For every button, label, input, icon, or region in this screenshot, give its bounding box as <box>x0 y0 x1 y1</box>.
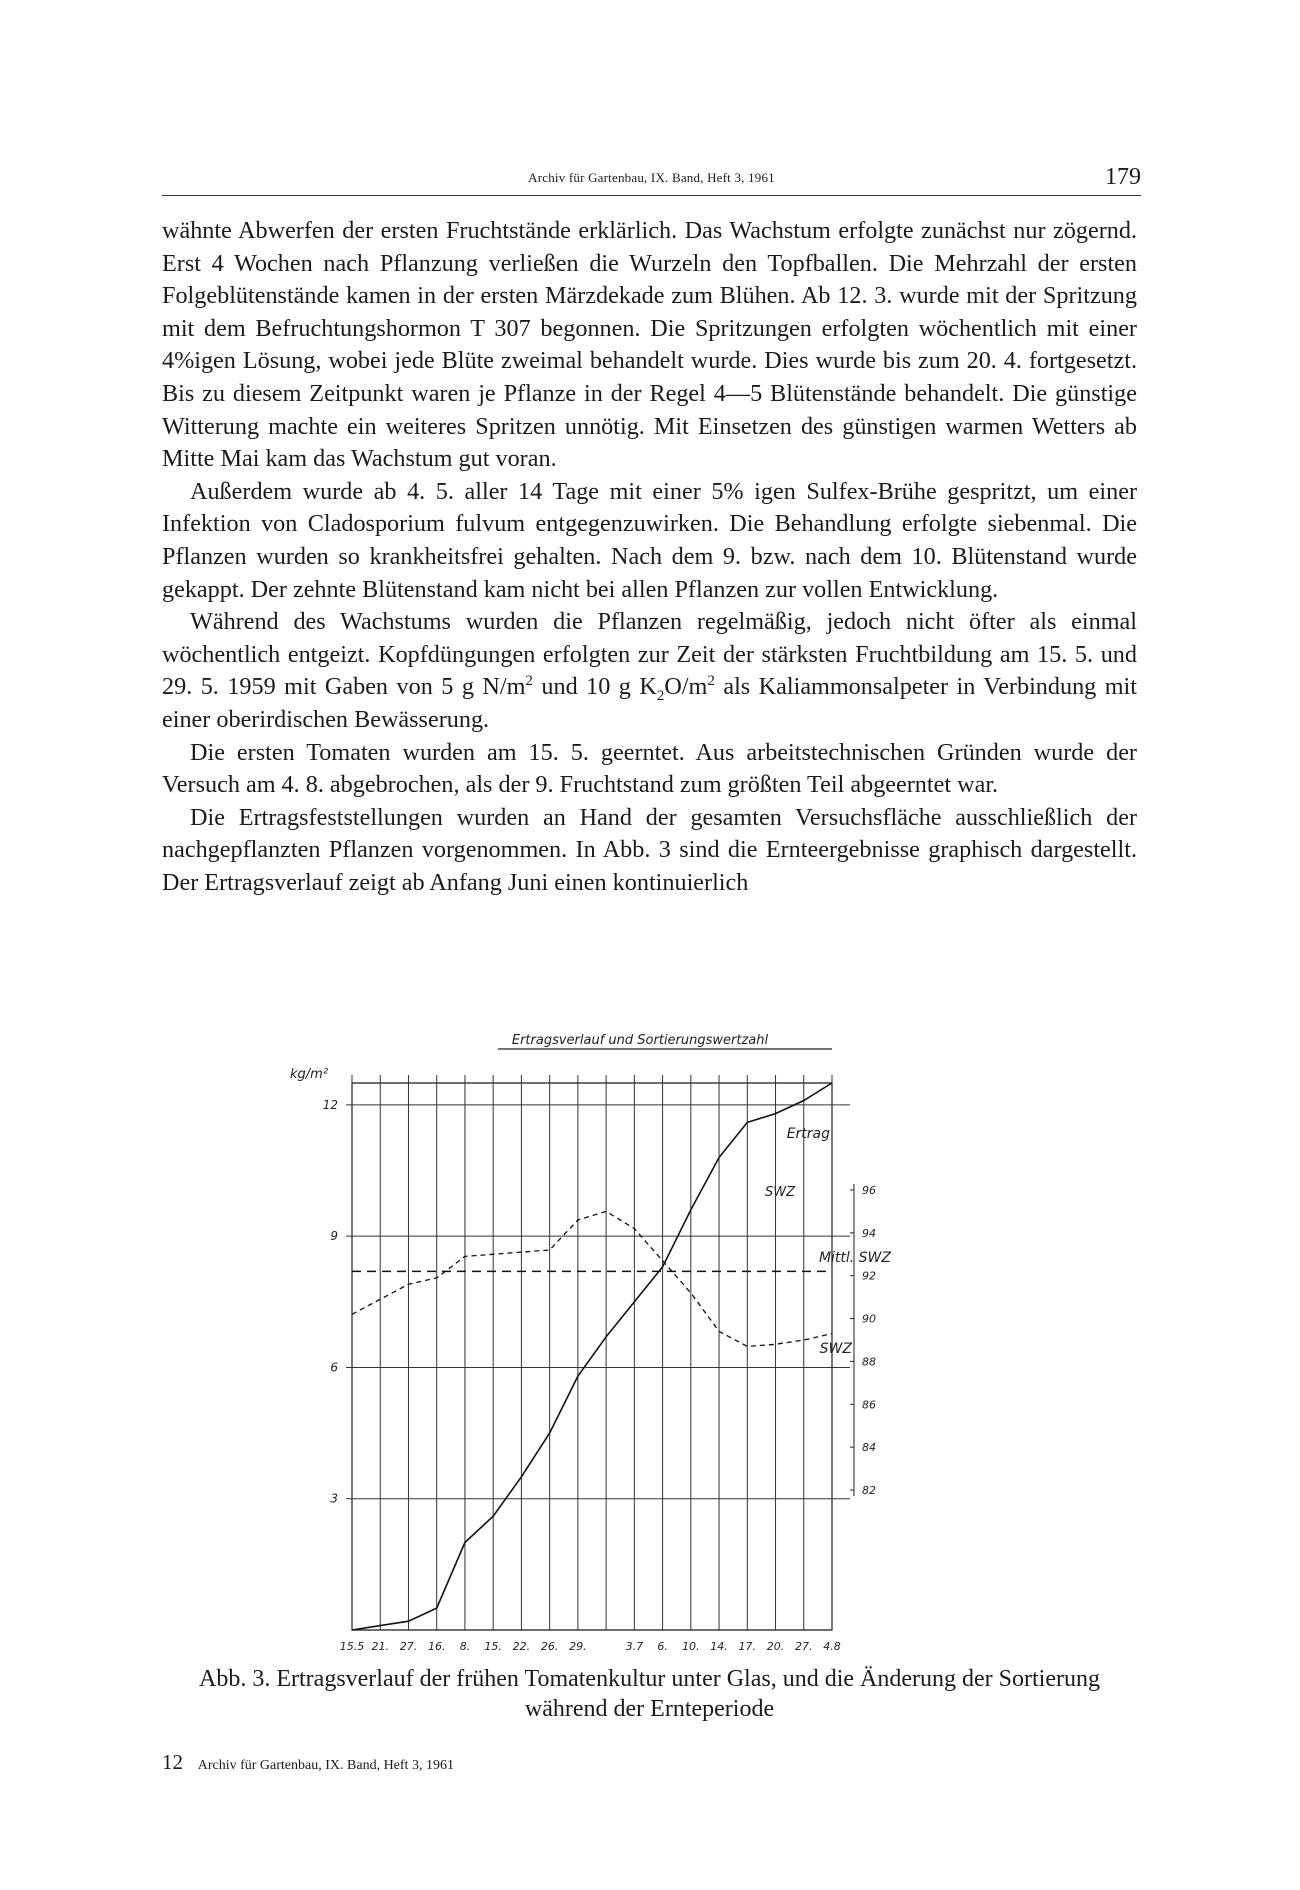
left-axis-label: kg/m² <box>290 1067 329 1082</box>
header-page-number: 179 <box>1105 164 1141 190</box>
footer-page-number: 12 <box>162 1750 183 1774</box>
x-tick-label: 26. <box>540 1640 559 1653</box>
text-run: und 10 g K <box>532 673 657 701</box>
label-swz: SWZ <box>819 1341 852 1357</box>
x-tick-label: 17. <box>738 1640 757 1653</box>
x-tick-label: 22. <box>512 1640 531 1653</box>
header-rule <box>162 195 1141 196</box>
right-tick-label: 88 <box>862 1355 876 1369</box>
left-tick-label: 9 <box>330 1229 338 1244</box>
x-tick-label: 16. <box>427 1640 446 1653</box>
paragraph <box>162 606 1137 736</box>
paragraph: Die ersten Tomaten wurden am 15. 5. geerntet. Aus arbeitstechnischen Gründen wurde der Versuch am 4. 8. abgebrochen, als der 9. Fruchtstand zum größten Teil abgeerntet war. <box>162 738 1137 799</box>
right-axis-label: SWZ <box>765 1185 796 1200</box>
x-tick-label: 20. <box>766 1640 785 1653</box>
x-tick-label: 3.7 <box>625 1640 644 1653</box>
x-tick-label: 29. <box>569 1640 587 1653</box>
x-tick-label: 15. <box>484 1640 502 1653</box>
subscript: 2 <box>656 688 665 705</box>
right-tick-label: 86 <box>862 1398 876 1412</box>
right-tick-label: 92 <box>862 1269 876 1283</box>
paragraph: Die Ertragsfeststellungen wurden an Hand der gesamten Versuchsfläche ausschließlich der nachgepflanzten Pflanzen vorgenommen. In Abb. 3 sind die Ernteergebnisse graphisch dargestellt. Der Ertragsverlauf zeigt ab Anfang Juni einen kontinuierlich <box>162 803 1137 896</box>
x-tick-label: 21. <box>371 1640 389 1653</box>
right-tick-label: 82 <box>862 1484 876 1497</box>
left-tick-label: 12 <box>322 1097 338 1112</box>
left-tick-label: 6 <box>330 1360 338 1375</box>
x-tick-label: 14. <box>710 1640 728 1653</box>
paragraph: Außerdem wurde ab 4. 5. aller 14 Tage mit einer 5% igen Sulfex-Brühe gespritzt, um einer Infektion von Cladosporium fulvum entgegenzuwirken. Die Behandlung erfolgte siebenmal. Die Pflanzen wurden so krankheitsfrei gehalten. Nach dem 9. bzw. nach dem 10. Blütenstand wurde gekappt. Der zehnte Blütenstand kam nicht bei allen Pflanzen zur vollen Entwicklung. <box>162 477 1137 603</box>
label-mittl-swz: Mittl. SWZ <box>818 1250 891 1266</box>
superscript: 2 <box>707 673 715 690</box>
running-header <box>162 164 1141 202</box>
text-run: O/m <box>664 673 708 701</box>
header-journal-title: Archiv für Gartenbau, IX. Band, Heft 3, 1961 <box>528 170 775 185</box>
x-tick-label: 15.5 <box>339 1640 365 1653</box>
x-tick-label: 6. <box>657 1640 668 1653</box>
text-run: als Kaliammonsalpeter in Verbindung mit einer oberirdischen Bewässerung. <box>162 673 1137 733</box>
right-tick-label: 84 <box>862 1441 876 1455</box>
figure-caption: Abb. 3. Ertragsverlauf der frühen Tomatenkultur unter Glas, und die Änderung der Sortierung während der Ernteperiode <box>199 1666 1100 1722</box>
paragraph: wähnte Abwerfen der ersten Fruchtstände erklärlich. Das Wachstum erfolgte zunächst nur zögernd. Erst 4 Wochen nach Pflanzung verließen die Wurzeln den Topfballen. Die Mehrzahl der ersten Folgeblütenstände kamen in der ersten Märzdekade zum Blühen. Ab 12. 3. wurde mit der Spritzung mit dem Befruchtungshormon T 307 begonnen. Die Spritzungen erfolgten wöchentlich mit einer 4%igen Lösung, wobei jede Blüte zweimal behandelt wurde. Dies wurde bis zum 20. 4. fortgesetzt. Bis zu diesem Zeitpunkt waren je Pflanze in der Regel 4—5 Blütenstände behandelt. Die günstige Witterung machte ein weiteres Spritzen unnötig. Mit Einsetzen des günstigen warmen Wetters ab Mitte Mai kam das Wachstum gut voran. <box>162 217 1137 473</box>
chart-title: Ertragsverlauf und Sortierungswertzahl <box>511 1033 769 1048</box>
yield-chart <box>290 1028 960 1660</box>
body-text <box>162 215 1137 899</box>
right-tick-label: 94 <box>862 1226 876 1240</box>
page-footer <box>162 1750 454 1775</box>
footer-journal: Archiv für Gartenbau, IX. Band, Heft 3, 1961 <box>197 1758 454 1773</box>
text-run: Während des Wachstums wurden die Pflanzen regelmäßig, jedoch nicht öfter als einmal wöchentlich entgeizt. Kopfdüngungen erfolgten zur Zeit der stärksten Fruchtbildung am 15. 5. und 29. 5. 1959 mit Gaben von 5 g N/m <box>162 608 1137 701</box>
x-tick-label: 27. <box>795 1640 813 1653</box>
series-line-swz <box>352 1211 832 1346</box>
figure-chart <box>290 1028 960 1660</box>
label-ertrag: Ertrag <box>786 1126 830 1142</box>
superscript: 2 <box>525 673 533 690</box>
x-tick-label: 27. <box>399 1640 418 1653</box>
x-tick-label: 10. <box>682 1640 700 1653</box>
x-tick-label: 8. <box>459 1640 471 1653</box>
right-tick-label: 96 <box>862 1184 876 1197</box>
x-tick-label: 4.8 <box>823 1640 841 1653</box>
left-tick-label: 3 <box>330 1491 338 1506</box>
series-line-ertrag <box>352 1083 832 1630</box>
right-tick-label: 90 <box>862 1312 876 1326</box>
